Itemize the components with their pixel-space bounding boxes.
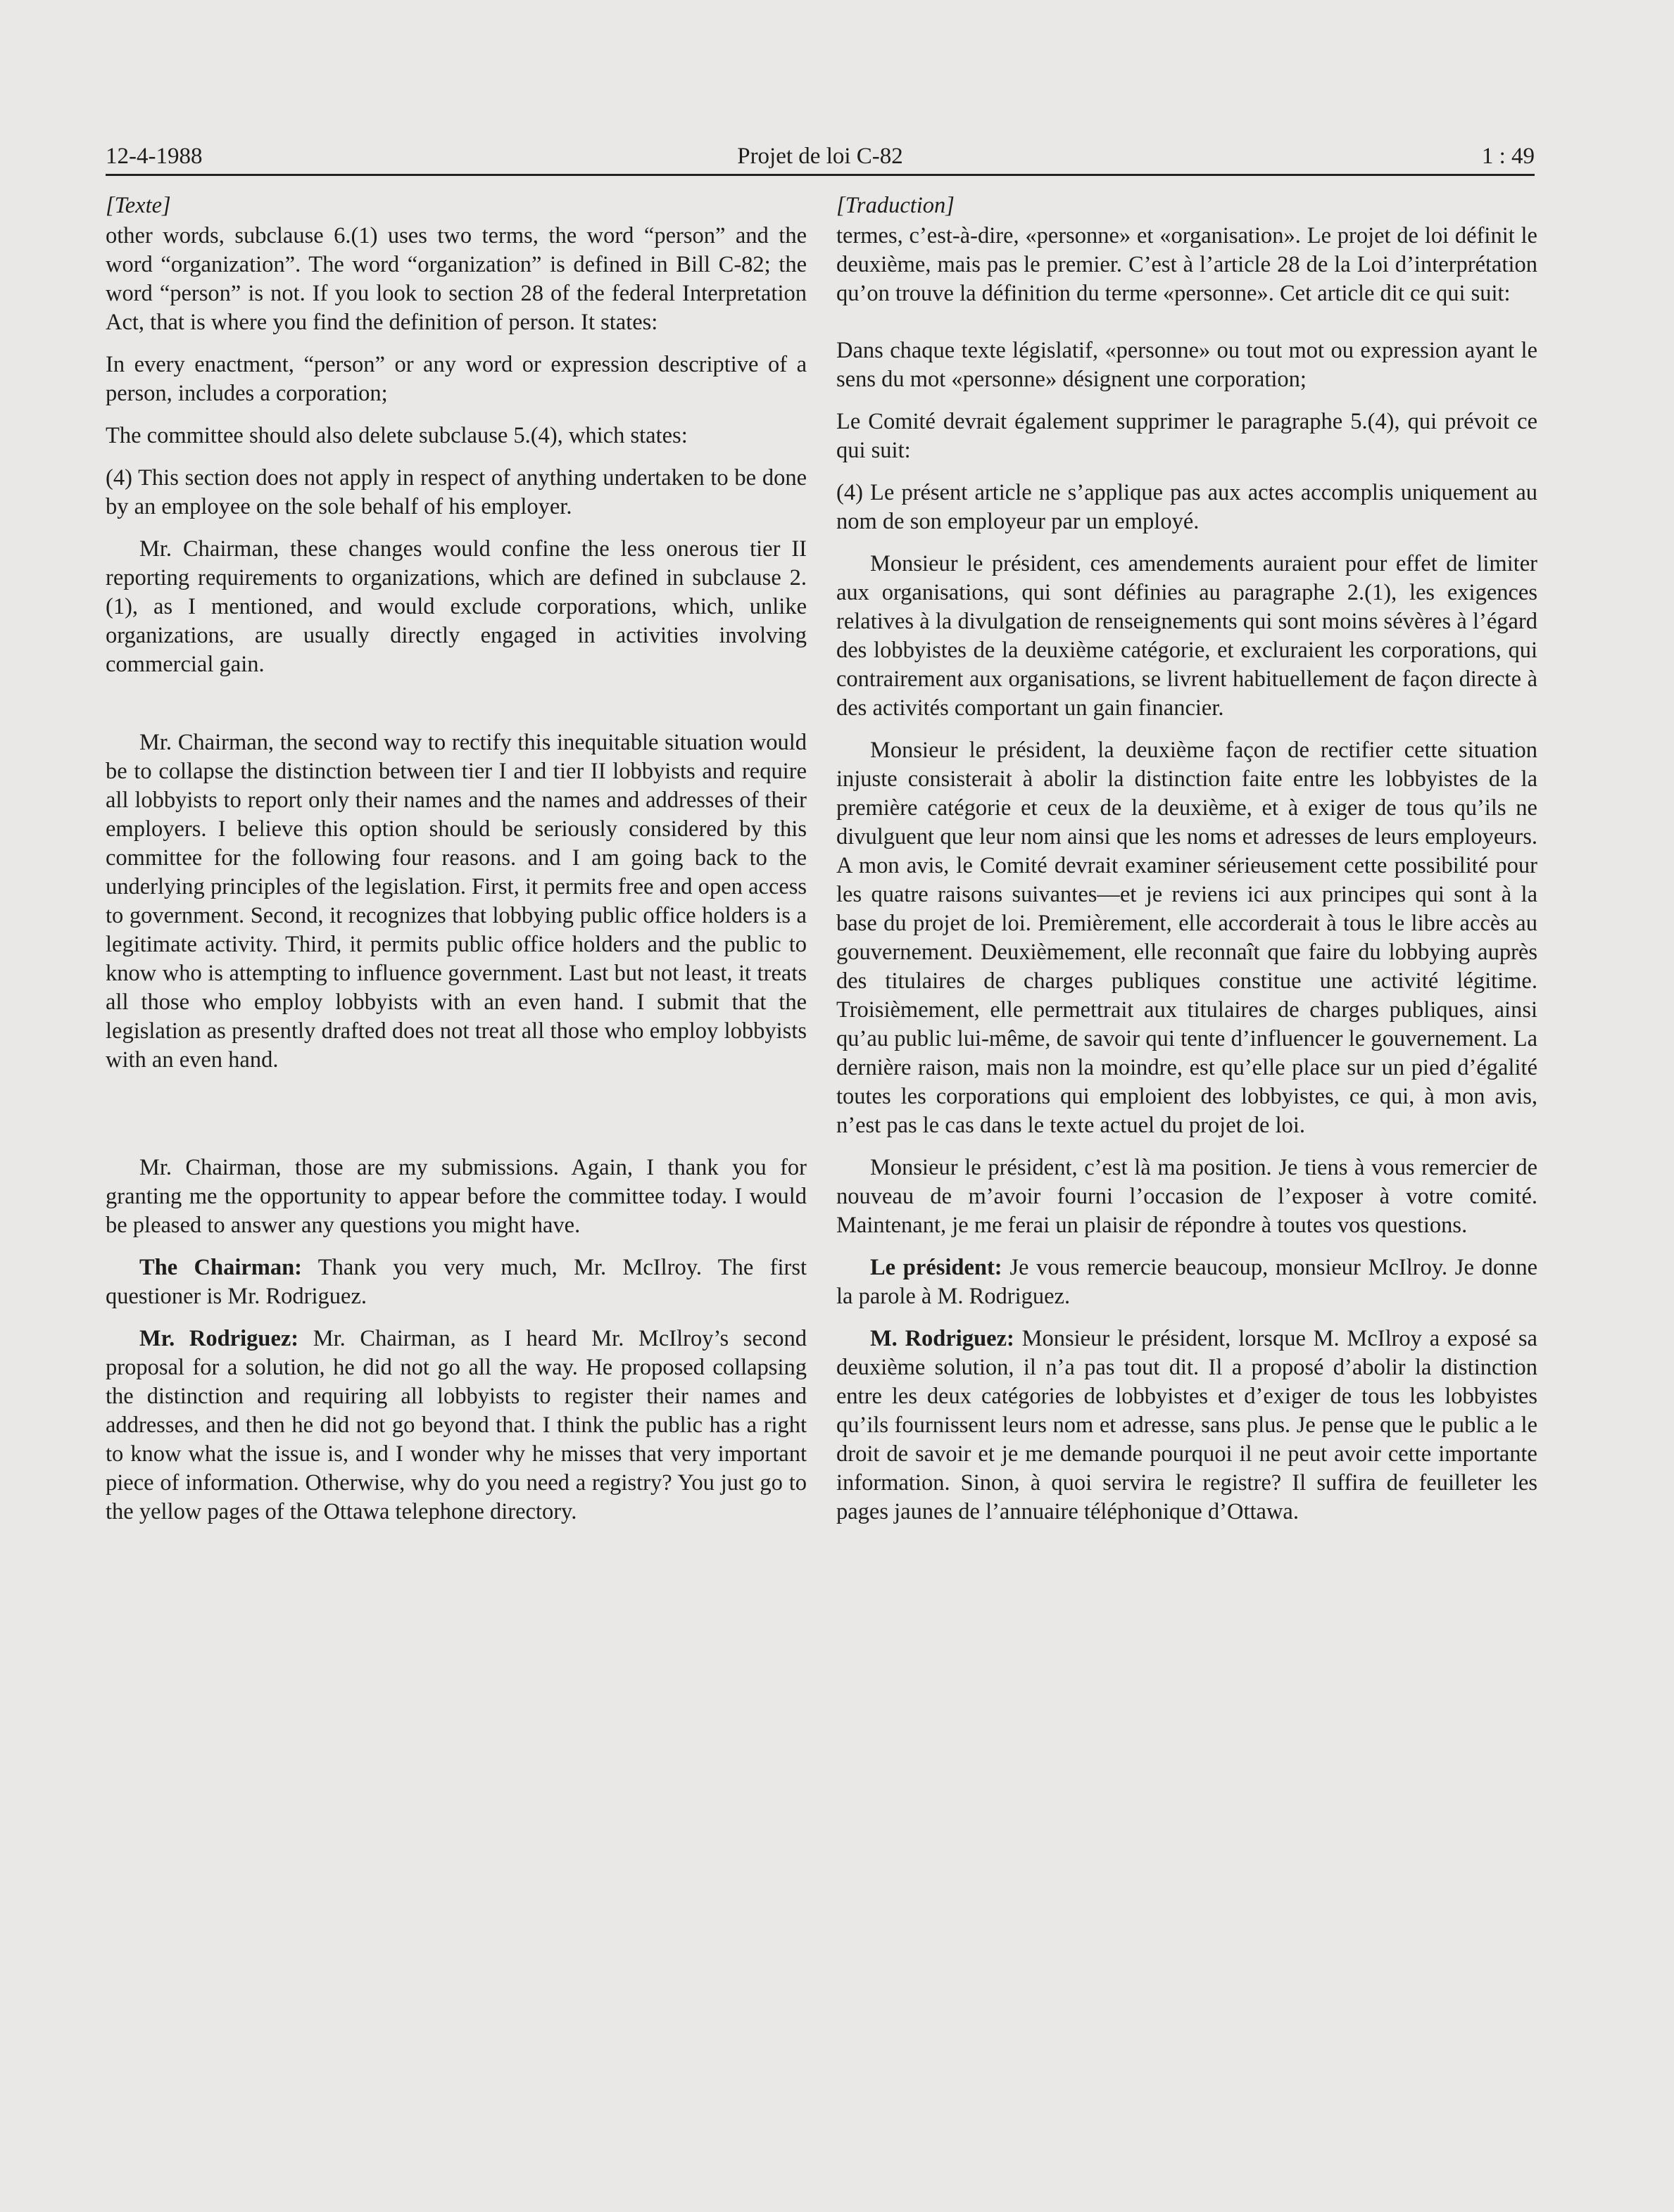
- paragraph: Monsieur le président, c’est là ma position. Je tiens à vous remercier de nouveau de m’avoir fourni l’occasion de l’exposer à votre comité. Maintenant, je me ferai un plaisir de répondre à toutes vos questions.: [836, 1155, 1537, 1238]
- speaker-text: Mr. Chairman, as I heard Mr. McIlroy’s second proposal for a solution, he did not go all the way. He proposed collapsing the distinction and requiring all lobbyists to register their names and addresses, and then he did not go beyond that. I think the public has a right to know what the issue is, and I wonder why he misses that very important piece of information. Otherwise, why do you need a registry? You just go to the yellow pages of the Ottawa telephone directory.: [106, 1326, 807, 1524]
- paragraph: other words, subclause 6.(1) uses two terms, the word “person” and the word “organization”. The word “organization” is defined in Bill C-82; the word “person” is not. If you look to section 28 of the federal Interpretation Act, that is where you find the definition of person. It states:: [106, 223, 807, 335]
- speaker-text: Monsieur le président, lorsque M. McIlroy a exposé sa deuxième solution, il n’a pas tout dit. Il a proposé d’abolir la distinction entre les deux catégories de lobbyistes et d’exiger de tous les lobbyistes qu’ils fournissent leurs nom et adresse, sans plus. Je pense que le public a le droit de savoir et je me demande pourquoi il ne peut avoir cette importante information. Sinon, à quoi servira le registre? Il suffira de feuilleter les pages jaunes de l’annuaire téléphonique d’Ottawa.: [836, 1326, 1537, 1524]
- paragraph: The committee should also delete subclause 5.(4), which states:: [106, 423, 688, 448]
- column-tag: [Traduction]: [836, 193, 955, 218]
- header-page-number: 1 : 49: [1481, 144, 1535, 169]
- speaker-paragraph: [106, 1253, 807, 1311]
- english-column: [106, 191, 807, 1540]
- speaker-name: M. Rodriguez:: [870, 1326, 1014, 1351]
- speaker-name: The Chairman:: [139, 1255, 303, 1280]
- paragraph: Mr. Chairman, these changes would confine the less onerous tier II reporting requirements to organizations, which are defined in subclause 2.(1), as I mentioned, and would exclude corporations, which, unlike organizations, are usually directly engaged in activities involving commercial gain.: [106, 536, 807, 677]
- paragraph: Monsieur le président, la deuxième façon de rectifier cette situation injuste consisterait à abolir la distinction faite entre les lobbyistes de la première catégorie et ceux de la deuxième, et à exiger de tous qu’ils ne divulguent que leur nom ainsi que les noms et adresses de leurs employeurs. A mon avis, le Comité devrait examiner sérieusement cette possibilité pour les quatre raisons suivantes—et je reviens ici aux principes qui sont à la base du projet de loi. Premièrement, elle accorderait à tous le libre accès au gouvernement. Deuxièmement, elle reconnaît que faire du lobbying auprès des titulaires de charges publiques constitue une activité légitime. Troisièmement, elle permettrait aux titulaires de charges publiques, ainsi qu’au public lui-même, de savoir qui tente d’influencer le gouvernement. La dernière raison, mais non la moindre, est qu’elle place sur un pied d’égalité toutes les corporations qui emploient des lobbyistes, ce qui, à mon avis, n’est pas le cas dans le texte actuel du projet de loi.: [836, 738, 1537, 1138]
- speaker-paragraph: [836, 1325, 1537, 1527]
- speaker-text: Thank you very much, Mr. McIlroy. The first questioner is Mr. Rodriguez.: [106, 1255, 807, 1309]
- paragraph: Mr. Chairman, the second way to rectify this inequitable situation would be to collapse the distinction between tier I and tier II lobbyists and require all lobbyists to report only their names and the names and addresses of their employers. I believe this option should be seriously considered by this committee for the following four reasons. and I am going back to the underlying principles of the legislation. First, it permits free and open access to government. Second, it recognizes that lobbying public office holders is a legitimate activity. Third, it permits public office holders and the public to know who is attempting to influence government. Last but not least, it treats all those who employ lobbyists with an even hand. I submit that the legislation as presently drafted does not treat all those who employ lobbyists with an even hand.: [106, 730, 807, 1073]
- header-title: Projet de loi C-82: [737, 144, 903, 169]
- header-date: 12-4-1988: [106, 144, 203, 169]
- quoted-text: Dans chaque texte législatif, «personne» ou tout mot ou expression ayant le sens du mot «personne» désignent une corporation;: [836, 338, 1537, 392]
- speaker-paragraph: [106, 1325, 807, 1527]
- paragraph: termes, c’est-à-dire, «personne» et «organisation». Le projet de loi définit le deuxième, mais pas le premier. C’est à l’article 28 de la Loi d’interprétation qu’on trouve la définition du terme «personne». Cet article dit ce qui suit:: [836, 223, 1537, 306]
- quoted-text: (4) Le présent article ne s’applique pas aux actes accomplis uniquement au nom de son employeur par un employé.: [836, 480, 1537, 534]
- speaker-name: Le président:: [870, 1255, 1002, 1280]
- header-rule: [106, 174, 1535, 176]
- french-column: [836, 191, 1537, 1540]
- quoted-text: (4) This section does not apply in respect of anything undertaken to be done by an employee on the sole behalf of his employer.: [106, 465, 807, 519]
- column-tag: [Texte]: [106, 193, 171, 218]
- page-header: [106, 138, 1535, 175]
- speaker-name: Mr. Rodriguez:: [139, 1326, 299, 1351]
- quoted-text: In every enactment, “person” or any word or expression descriptive of a person, includes a corporation;: [106, 352, 807, 406]
- paragraph: Le Comité devrait également supprimer le paragraphe 5.(4), qui prévoit ce qui suit:: [836, 409, 1537, 463]
- speaker-text: Je vous remercie beaucoup, monsieur McIlroy. Je donne la parole à M. Rodriguez.: [836, 1255, 1537, 1309]
- paragraph: Monsieur le président, ces amendements auraient pour effet de limiter aux organisations, qui sont définies au paragraphe 2.(1), les exigences relatives à la divulgation de renseignements qui sont moins sévères à l’égard des lobbyistes de la deuxième catégorie, et excluraient les corporations, qui contrairement aux organisations, se livrent habituellement de façon directe à des activités comportant un gain financier.: [836, 551, 1537, 721]
- speaker-paragraph: [836, 1253, 1537, 1311]
- paragraph: Mr. Chairman, those are my submissions. Again, I thank you for granting me the opportunity to appear before the committee today. I would be pleased to answer any questions you might have.: [106, 1155, 807, 1238]
